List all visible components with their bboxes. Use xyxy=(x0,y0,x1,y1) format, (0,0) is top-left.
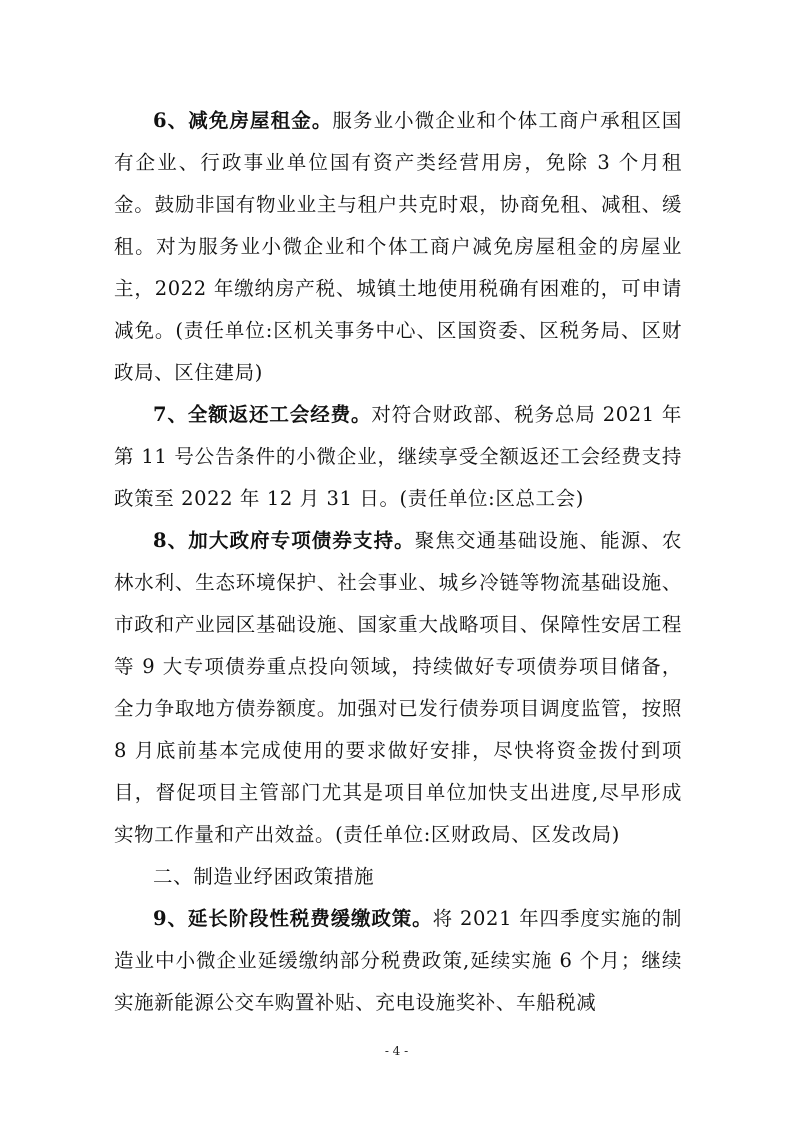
paragraph-7-heading: 7、全额返还工会经费。 xyxy=(153,403,372,426)
paragraph-9-text: 将 2021 年四季度实施的制造业中小微企业延缓缴纳部分税费政策,延续实施 6 个月；继续实施新能源公交车购置补贴、充电设施奖补、车船税减 xyxy=(114,907,683,1014)
paragraph-6-text: 服务业小微企业和个体工商户承租区国有企业、行政事业单位国有资产类经营用房，免除 3 个月租金。鼓励非国有物业业主与租户共克时艰，协商免租、减租、缓租。对为服务业小微企业和个体工商户减免房屋租金的房屋业主，2022 年缴纳房产税、城镇土地使用税确有困难的，可申请减免。(责任单位:区机关事务中心、区国资委、区税务局、区财政局、区住建局) xyxy=(114,109,682,384)
paragraph-8-text: 聚焦交通基础设施、能源、农林水利、生态环境保护、社会事业、城乡冷链等物流基础设施、市政和产业园区基础设施、国家重大战略项目、保障性安居工程等 9 大专项债券重点投向领域，持续做好专项债券项目储备，全力争取地方债券额度。加强对已发行债券项目调度监管，按照 8 月底前基本完成使用的要求做好安排，尽快将资金拨付到项目，督促项目主管部门尤其是项目单位加快支出进度,尽早形成实物工作量和产出效益。(责任单位:区财政局、区发改局) xyxy=(114,529,682,846)
paragraph-7 xyxy=(114,394,682,520)
section-heading: 二、制造业纾困政策措施 xyxy=(153,865,375,888)
paragraph-9 xyxy=(114,898,682,1024)
paragraph-8-heading: 8、加大政府专项债券支持。 xyxy=(153,529,415,552)
paragraph-8 xyxy=(114,520,682,856)
paragraph-7-text: 对符合财政部、税务总局 2021 年第 11 号公告条件的小微企业，继续享受全额返还工会经费支持政策至 2022 年 12 月 31 日。(责任单位:区总工会) xyxy=(114,403,683,510)
paragraph-6-heading: 6、减免房屋租金。 xyxy=(153,109,333,132)
paragraph-6 xyxy=(114,100,682,394)
page-number: - 4 - xyxy=(384,1044,409,1058)
paragraph-9-heading: 9、延长阶段性税费缓缴政策。 xyxy=(153,907,433,930)
document-body xyxy=(114,100,682,1024)
